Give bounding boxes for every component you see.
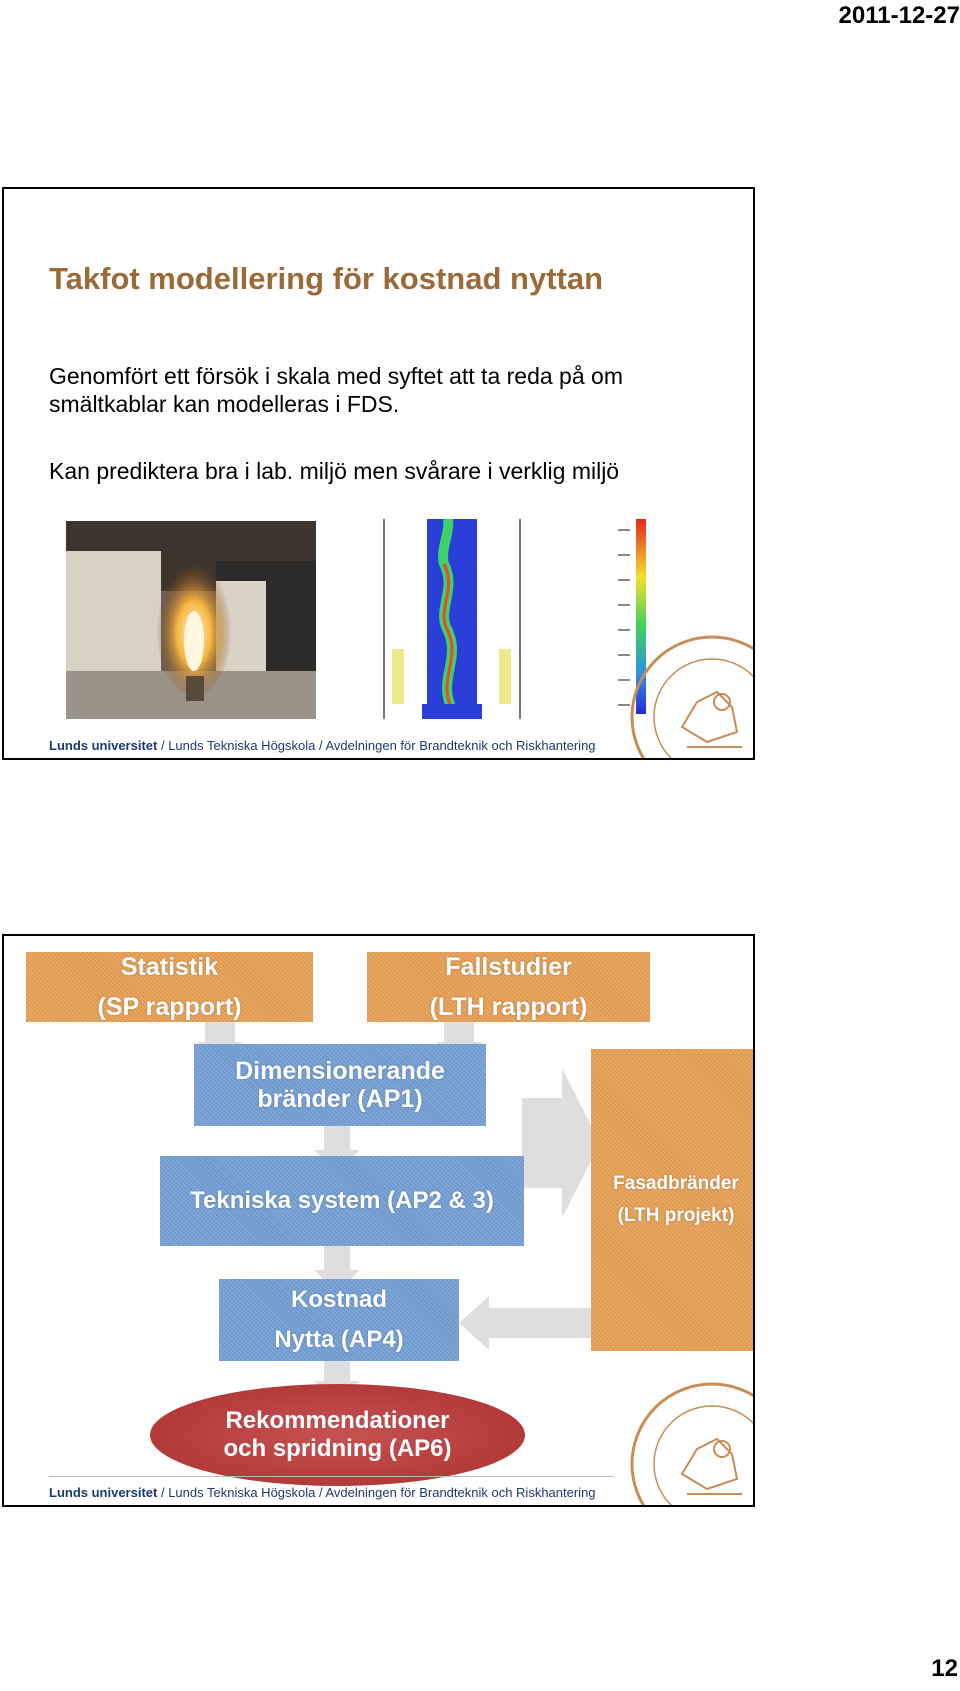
tekniska-system-box [160, 1156, 524, 1246]
slide-title: Takfot modellering för kostnad nyttan [49, 261, 604, 296]
statistik-source: (SP rapport) [97, 993, 242, 1021]
university-seal-logo [627, 1379, 755, 1507]
footer-department: / Lunds Tekniska Högskola / Avdelningen för Brandteknik och Riskhantering [157, 738, 596, 753]
body-paragraph-1: Genomfört ett försök i skala med syftet att ta reda på om smältkablar kan modelleras i FDS. [49, 363, 623, 417]
footer-divider [49, 1476, 614, 1477]
fasad-line2: (LTH projekt) [617, 1205, 735, 1226]
fire-test-photo [66, 521, 316, 719]
fds-simulation-image [382, 519, 522, 719]
page-number: 12 [931, 1655, 958, 1682]
slide-footer [49, 1485, 596, 1500]
footer-university: Lunds universitet [49, 1485, 158, 1500]
slide-1 [2, 187, 755, 760]
fallstudier-box [367, 952, 650, 1022]
body-paragraph-2: Kan prediktera bra i lab. miljö men svårare i verklig miljö [49, 458, 620, 484]
fallstudier-title: Fallstudier [445, 953, 572, 981]
university-seal-logo [627, 632, 755, 760]
arrow-to-fasad [522, 1068, 600, 1218]
arrow-fasad-to-kost [459, 1296, 591, 1350]
footer-university: Lunds universitet [49, 738, 158, 753]
slide-2 [2, 934, 755, 1507]
slide-footer [49, 738, 596, 753]
rekommendationer-ellipse [150, 1384, 525, 1486]
fasad-line1: Fasadbränder [613, 1173, 739, 1194]
footer-department: / Lunds Tekniska Högskola / Avdelningen för Brandteknik och Riskhantering [157, 1485, 596, 1500]
statistik-title: Statistik [120, 953, 219, 981]
fasadbrander-box [591, 1049, 755, 1351]
fallstudier-source: (LTH rapport) [429, 993, 588, 1021]
dimensionerande-box [194, 1044, 486, 1126]
document-date: 2011-12-27 [838, 2, 960, 29]
statistik-box [26, 952, 313, 1022]
rekommendationer-line1: Rekommendationer [225, 1407, 450, 1434]
kostnad-line2: Nytta (AP4) [274, 1326, 404, 1353]
tekniska-system-label: Tekniska system (AP2 & 3) [190, 1187, 494, 1214]
kostnad-nytta-box [219, 1279, 459, 1361]
kostnad-line1: Kostnad [291, 1286, 387, 1313]
dimensionerande-line2: bränder (AP1) [257, 1085, 423, 1113]
dimensionerande-line1: Dimensionerande [235, 1057, 445, 1085]
rekommendationer-line2: och spridning (AP6) [223, 1435, 452, 1462]
